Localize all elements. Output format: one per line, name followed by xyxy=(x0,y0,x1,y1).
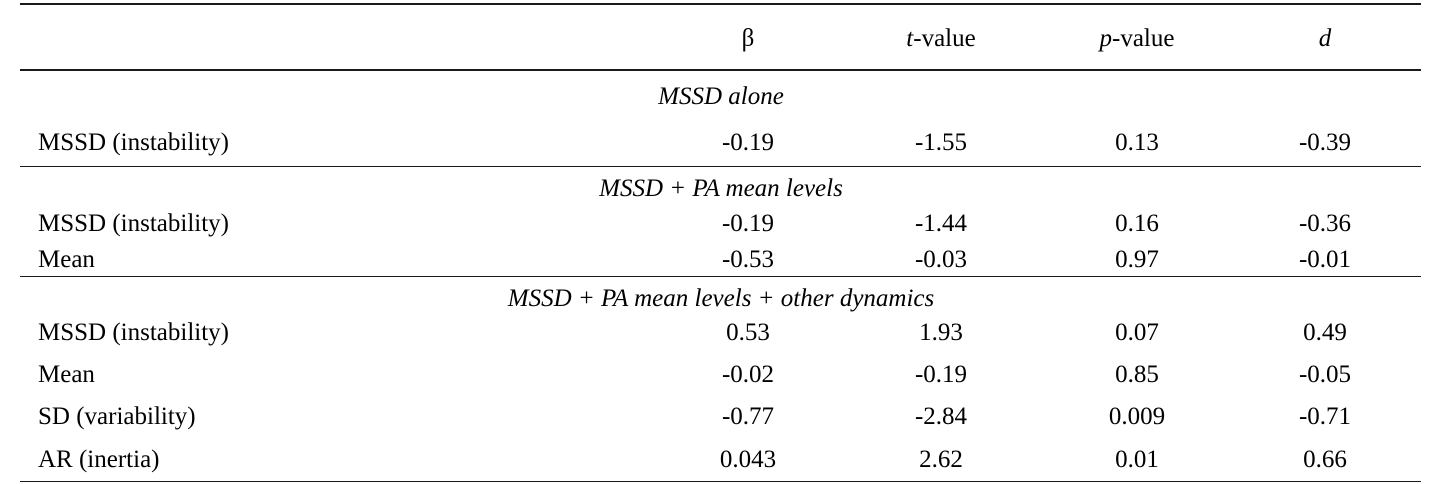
header-p-value xyxy=(1100,24,1175,54)
section-title: MSSD + PA mean levels + other dynamics xyxy=(507,285,935,312)
row-label: AR (inertia) xyxy=(38,446,160,473)
header-bottom-rule xyxy=(20,69,1421,71)
t-cell: -2.84 xyxy=(914,403,968,430)
section-divider xyxy=(20,276,1421,277)
row-label: MSSD (instability) xyxy=(38,319,229,346)
p-cell: 0.97 xyxy=(1115,246,1159,273)
d-cell: -0.01 xyxy=(1298,246,1352,273)
header-t-suffix: -value xyxy=(913,25,976,52)
p-cell: 0.07 xyxy=(1115,319,1159,346)
row-label: SD (variability) xyxy=(38,403,196,430)
beta-cell: 0.043 xyxy=(719,446,777,473)
header-t-symbol: t xyxy=(906,25,914,52)
row-label: MSSD (instability) xyxy=(38,129,229,156)
beta-cell: -0.77 xyxy=(721,403,775,430)
row-label: Mean xyxy=(38,361,95,388)
p-cell: 0.16 xyxy=(1115,210,1159,237)
t-cell: 1.93 xyxy=(919,319,963,346)
header-beta: β xyxy=(741,25,755,52)
p-cell: 0.009 xyxy=(1108,403,1166,430)
p-cell: 0.01 xyxy=(1115,446,1159,473)
beta-cell: -0.53 xyxy=(721,246,775,273)
t-cell: -0.19 xyxy=(914,361,968,388)
t-cell: -1.55 xyxy=(914,129,968,156)
p-cell: 0.13 xyxy=(1115,129,1159,156)
beta-cell: 0.53 xyxy=(726,319,770,346)
d-cell: -0.05 xyxy=(1298,361,1352,388)
section-title: MSSD alone xyxy=(658,83,784,110)
beta-cell: -0.19 xyxy=(721,129,775,156)
t-cell: -1.44 xyxy=(914,210,968,237)
row-label: Mean xyxy=(38,246,95,273)
d-cell: 0.49 xyxy=(1303,319,1347,346)
t-cell: -0.03 xyxy=(914,246,968,273)
t-cell: 2.62 xyxy=(919,446,963,473)
beta-cell: -0.02 xyxy=(721,361,775,388)
header-p-symbol: p xyxy=(1099,25,1113,52)
header-t-value xyxy=(906,24,975,54)
table-top-rule xyxy=(20,3,1421,5)
d-cell: -0.71 xyxy=(1298,403,1352,430)
d-cell: -0.36 xyxy=(1298,210,1352,237)
section-title: MSSD + PA mean levels xyxy=(599,175,843,202)
d-cell: -0.39 xyxy=(1298,129,1352,156)
p-cell: 0.85 xyxy=(1115,361,1159,388)
header-d: d xyxy=(1318,25,1332,52)
section-divider xyxy=(20,166,1421,167)
table-bottom-rule xyxy=(20,481,1421,482)
header-p-suffix: -value xyxy=(1112,25,1175,52)
d-cell: 0.66 xyxy=(1303,446,1347,473)
beta-cell: -0.19 xyxy=(721,210,775,237)
row-label: MSSD (instability) xyxy=(38,210,229,237)
